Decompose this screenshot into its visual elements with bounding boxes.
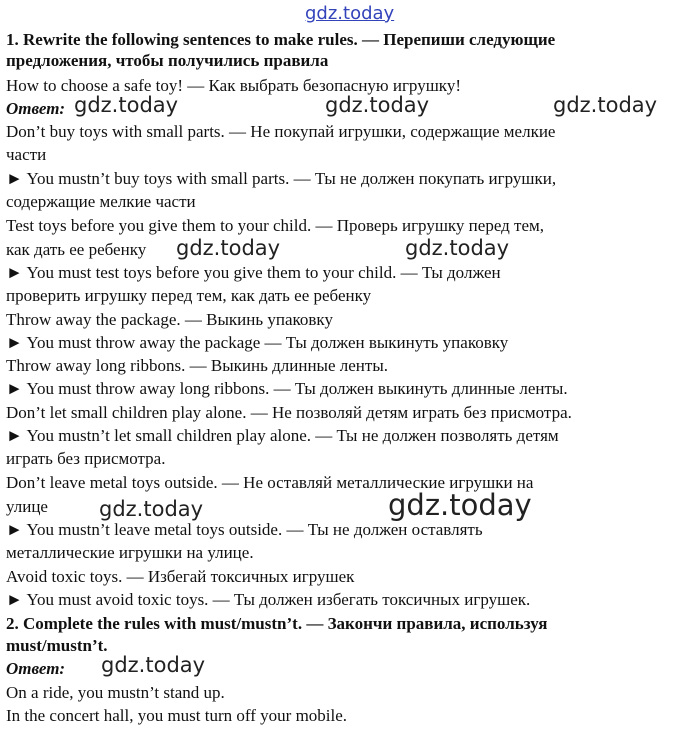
answer-label-1: Ответ: (6, 99, 66, 118)
watermark: gdz.today (325, 93, 430, 117)
line-ex2-answer-2: In the concert hall, you must turn off your mobile. (6, 706, 348, 725)
line-rule-2-cont: как дать ее ребенку (6, 240, 147, 259)
line-answer-5-cont: играть без присмотра. (6, 449, 166, 468)
line-answer-2-cont: проверить игрушку перед тем, как дать ее ребенку (6, 286, 372, 305)
watermark: gdz.today (176, 236, 281, 260)
line-answer-3: ► You must throw away the package — Ты должен выкинуть упаковку (6, 333, 509, 352)
line-rule-6-cont: улице (6, 497, 48, 516)
line-answer-4: ► You must throw away long ribbons. — Ты должен выкинуть длинные ленты. (6, 379, 568, 398)
line-intro: How to choose a safe toy! — Как выбрать безопасную игрушку! (6, 76, 461, 95)
exercise-1-heading-cont: предложения, чтобы получились правила (6, 51, 329, 70)
watermark: gdz.today (553, 93, 658, 117)
line-answer-2: ► You must test toys before you give them to your child. — Ты должен (6, 263, 501, 282)
watermark: gdz.today (99, 497, 204, 521)
watermark: gdz.today (405, 236, 510, 260)
line-rule-1-cont: части (6, 145, 47, 164)
line-rule-4: Throw away long ribbons. — Выкинь длинные ленты. (6, 356, 389, 375)
line-rule-2: Test toys before you give them to your child. — Проверь игрушку перед тем, (6, 216, 545, 235)
line-rule-6: Don’t leave metal toys outside. — Не оставляй металлические игрушки на (6, 473, 534, 492)
line-answer-6: ► You mustn’t leave metal toys outside. — Ты не должен оставлять (6, 520, 483, 539)
watermark-large: gdz.today (388, 488, 532, 522)
exercise-2-heading: 2. Complete the rules with must/mustn’t. — Закончи правила, используя (6, 614, 548, 633)
answer-label-2: Ответ: (6, 659, 66, 678)
line-answer-7: ► You must avoid toxic toys. — Ты должен избегать токсичных игрушек. (6, 590, 531, 609)
line-ex2-answer-1: On a ride, you mustn’t stand up. (6, 683, 225, 702)
line-rule-1: Don’t buy toys with small parts. — Не покупай игрушки, содержащие мелкие (6, 122, 556, 141)
exercise-2-heading-cont: must/mustn’t. (6, 636, 108, 655)
line-answer-5: ► You mustn’t let small children play alone. — Ты не должен позволять детям (6, 426, 559, 445)
line-answer-6-cont: металлические игрушки на улице. (6, 543, 254, 562)
line-answer-1: ► You mustn’t buy toys with small parts. — Ты не должен покупать игрушки, (6, 169, 557, 188)
line-rule-7: Avoid toxic toys. — Избегай токсичных игрушек (6, 567, 355, 586)
watermark: gdz.today (74, 93, 179, 117)
line-rule-5: Don’t let small children play alone. — Не позволяй детям играть без присмотра. (6, 403, 572, 422)
exercise-1-heading: 1. Rewrite the following sentences to make rules. — Перепиши следующие (6, 30, 556, 49)
line-rule-3: Throw away the package. — Выкинь упаковку (6, 310, 333, 329)
line-answer-1-cont: содержащие мелкие части (6, 192, 196, 211)
watermark: gdz.today (101, 653, 206, 677)
watermark-top[interactable]: gdz.today (305, 3, 395, 24)
